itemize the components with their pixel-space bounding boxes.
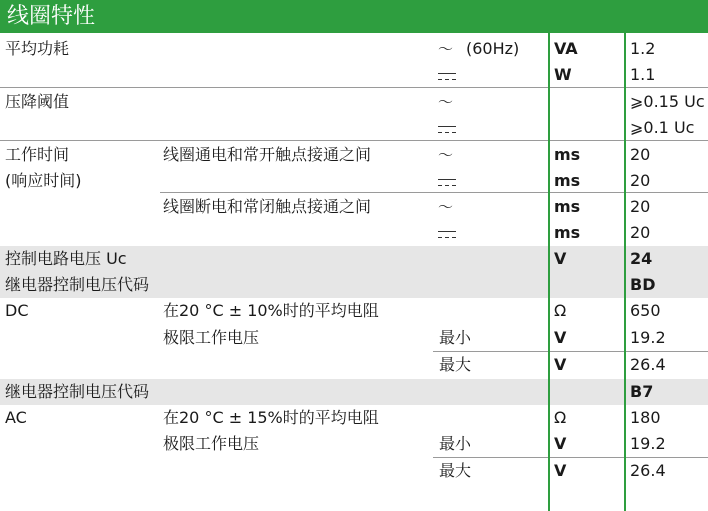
- max-label: 最大: [439, 461, 472, 480]
- table-title: 线圈特性: [7, 4, 96, 29]
- dropout-label: 压降阈值: [5, 92, 70, 111]
- dc-symbol-icon: [438, 168, 456, 194]
- control-voltage-label: 控制电路电压 Uc: [5, 249, 127, 268]
- divider: [0, 140, 708, 141]
- divider: [433, 457, 708, 458]
- value: 1.1: [630, 65, 656, 84]
- ac-code-label: 继电器控制电压代码: [5, 382, 150, 401]
- value: 20: [630, 171, 651, 190]
- unit: W: [554, 65, 572, 84]
- min-label: 最小: [439, 328, 472, 347]
- min-label: 最小: [439, 434, 472, 453]
- dc-code: BD: [630, 275, 656, 294]
- value: ⩾0.1 Uc: [630, 118, 695, 137]
- unit: ms: [554, 197, 581, 216]
- value: 26.4: [630, 461, 666, 480]
- dc-code-label: 继电器控制电压代码: [5, 275, 150, 294]
- unit: Ω: [554, 301, 567, 320]
- divider: [0, 87, 708, 88]
- max-label: 最大: [439, 355, 472, 374]
- response-time-label: (响应时间): [5, 171, 82, 190]
- frequency-note: (60Hz): [466, 39, 520, 58]
- operate-time-label: 工作时间: [5, 145, 70, 164]
- ac-type-label: AC: [5, 408, 27, 427]
- ac-code: B7: [630, 382, 654, 401]
- unit: ms: [554, 145, 581, 164]
- unit: ms: [554, 223, 581, 242]
- unit: Ω: [554, 408, 567, 427]
- unit: V: [554, 461, 567, 480]
- value: 19.2: [630, 434, 666, 453]
- value: 1.2: [630, 39, 656, 58]
- dc-symbol-icon: [438, 115, 456, 141]
- value: 180: [630, 408, 661, 427]
- value: 20: [630, 145, 651, 164]
- dc-symbol-icon: [438, 62, 456, 88]
- dc-limit-label: 极限工作电压: [163, 328, 260, 347]
- unit: V: [554, 249, 567, 268]
- unit: ms: [554, 171, 581, 190]
- value: 20: [630, 197, 651, 216]
- ac-symbol-icon: ～: [438, 146, 454, 164]
- no-contact-label: 线圈通电和常开触点接通之间: [163, 145, 372, 164]
- ac-resistance-label: 在20 °C ± 15%时的平均电阻: [163, 408, 379, 427]
- value: 650: [630, 301, 661, 320]
- power-label: 平均功耗: [5, 39, 70, 58]
- column-divider: [548, 33, 550, 511]
- ac-symbol-icon: ～: [438, 93, 454, 111]
- divider: [433, 351, 708, 352]
- nc-contact-label: 线圈断电和常闭触点接通之间: [163, 197, 372, 216]
- unit: V: [554, 434, 567, 453]
- dc-type-label: DC: [5, 301, 29, 320]
- value: 19.2: [630, 328, 666, 347]
- unit: VA: [554, 39, 578, 58]
- unit: V: [554, 328, 567, 347]
- column-divider: [624, 33, 626, 511]
- value: 20: [630, 223, 651, 242]
- ac-limit-label: 极限工作电压: [163, 434, 260, 453]
- title-bar: [0, 0, 708, 33]
- ac-symbol-icon: ～: [438, 40, 454, 58]
- dc-resistance-label: 在20 °C ± 10%时的平均电阻: [163, 301, 379, 320]
- value: 26.4: [630, 355, 666, 374]
- value: ⩾0.15 Uc: [630, 92, 705, 111]
- value: 24: [630, 249, 653, 268]
- unit: V: [554, 355, 567, 374]
- dc-symbol-icon: [438, 220, 456, 246]
- ac-symbol-icon: ～: [438, 198, 454, 216]
